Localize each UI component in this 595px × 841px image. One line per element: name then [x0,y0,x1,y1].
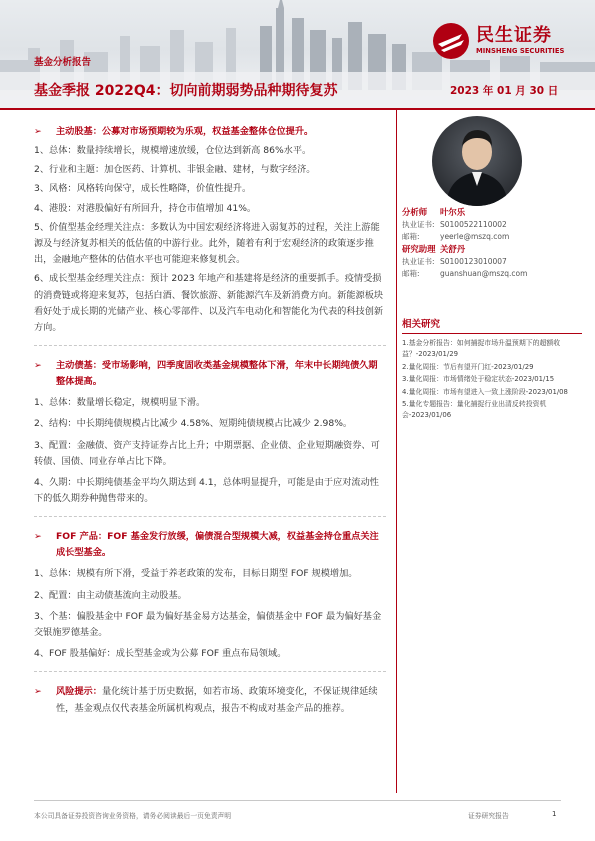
paragraph: 5、价值型基金经理关注点：多数认为中国宏观经济将进入弱复苏的过程，关注上游能源及与经济复苏相关的低估值的中游行业。此外，随着有利于宏观经济的政策逐步推出，金融地产整体的估值水平也可能迎来修复机会。 [34,221,380,266]
report-type: 基金分析报告 [34,57,92,68]
paragraph: 4、FOF 股基偏好：成长型基金或为公募 FOF 重点布局领域。 [34,648,287,660]
paragraph: 6、成长型基金经理关注点：预计 2023 年地产和基建将是经济的重要抓手。疫情受损的消费链或将迎来复苏，包括白酒、餐饮旅游、新能源汽车及新消费方向。新能源板块看好处于成长期的光储产业、核心零部件、以及汽车电动化和智能化为代表的科技创新方向。 [34,273,384,334]
paragraph: 1、总体：数量增长稳定，规模明显下滑。 [34,397,206,409]
main-content [34,124,386,717]
assistant-row: 研究助理 关舒丹 [402,244,466,254]
section-active-bond [34,358,386,507]
analyst-portrait-icon [432,116,522,206]
analyst-photo [432,116,522,206]
analyst-email-row: 邮箱: yeerle@mszq.com [402,232,510,241]
related-item[interactable]: 4.量化周报：市场有望进入一致上涨阶段-2023/01/08 [402,387,568,396]
arrow-bullet-icon: ➢ [34,531,42,543]
section-heading: ➢ 主动债基：受市场影响，四季度固收类基金规模整体下滑，年末中长期纯债久期整体提高。 [34,360,378,388]
paragraph: 4、久期：中长期纯债基金平均久期达到 4.1，总体明显提升，可能是由于应对流动性下的低久期券种抛售带来的。 [34,477,379,505]
header-divider [0,108,595,110]
assistant-email: guanshuan@mszq.com [440,269,528,278]
header-banner [0,0,595,110]
related-item[interactable]: 3.量化周报：市场情绪处于稳定状态-2023/01/15 [402,375,555,384]
assistant-name: 关舒丹 [440,244,466,254]
paragraph: 2、配置：由主动债基流向主动股基。 [34,589,187,601]
section-divider [34,671,386,672]
assistant-cert-row: 执业证书: S0100123010007 [402,257,507,266]
related-item[interactable]: 1.基金分析报告：如何捕捉市场升温预期下的超额收益？-2023/01/29 [402,339,561,359]
related-research-title: 相关研究 [402,319,441,330]
risk-warning [34,684,386,716]
footer-doc-type: 证券研究报告 [468,812,509,820]
section-divider [34,516,386,517]
analyst-email: yeerle@mszq.com [440,232,510,241]
logo-english-name: MINSHENG SECURITIES [476,47,565,55]
risk-label: 风险提示： [56,686,102,698]
related-research-divider [402,333,582,334]
report-title: 基金季报 2022Q4：切向前期弱势品种期待复苏 [34,83,338,99]
column-divider [396,110,397,793]
related-research-list [402,338,584,422]
section-active-equity [34,124,386,336]
section-fof [34,529,386,662]
footer-divider [34,800,561,801]
analyst-info [402,206,562,280]
assistant-email-row: 邮箱: guanshuan@mszq.com [402,269,528,278]
paragraph: 3、配置：金融债、资产支持证券占比上升；中期票据、企业债、企业短期融资券、可转债、国债、同业存单占比下降。 [34,439,380,467]
page-number: 1 [552,810,557,818]
analyst-name: 叶尔乐 [440,207,466,217]
minsheng-logo [432,20,582,64]
section-heading: ➢ 主动股基：公募对市场预期较为乐观，权益基金整体仓位提升。 [34,124,386,140]
paragraph: 4、港股：对港股偏好有所回升，持仓市值增加 41%。 [34,202,257,214]
paragraph: 1、总体：规模有所下滑，受益于养老政策的发布，目标日期型 FOF 规模增加。 [34,568,358,580]
paragraph: 2、行业和主题：加仓医药、计算机、非银金融、建材，与数字经济。 [34,164,316,176]
paragraph: 2、结构：中长期纯债规模占比减少 4.58%、短期纯债规模占比减少 2.98%。 [34,418,353,430]
analyst-cert-row: 执业证书: S0100522110002 [402,220,507,229]
paragraph: 1、总体：数量持续增长，规模增速放缓，仓位达到新高 86%水平。 [34,145,312,156]
section-divider [34,345,386,346]
related-item[interactable]: 2.量化周报：节后有望开门红-2023/01/29 [402,362,534,371]
arrow-bullet-icon: ➢ [34,360,42,372]
section-heading: ➢ FOF 产品：FOF 基金发行放缓，偏债混合型规模大减，权益基金持仓重点关注成长型基金。 [34,531,379,559]
related-item[interactable]: 5.量化专题报告：量化捕捉行业出清反转投资机会-2023/01/06 [402,400,547,420]
paragraph: 3、个基：偏股基金中 FOF 最为偏好基金易方达基金，偏债基金中 FOF 最为偏好基金交银施罗德基金。 [34,610,382,639]
logo-chinese-name: 民生证券 [476,25,552,46]
report-date: 2023 年 01 月 30 日 [450,85,559,97]
risk-text: 量化统计基于历史数据，如若市场、政策环境变化，不保证规律延续性，基金观点仅代表基金所属机构观点，报告不构成对基金产品的推荐。 [56,686,378,714]
footer-disclaimer: 本公司具备证券投资咨询业务资格，请务必阅读最后一页免责声明 [34,812,232,820]
minsheng-logo-mark-icon [432,22,470,60]
arrow-bullet-icon: ➢ [34,126,42,137]
paragraph: 3、风格：风格转向保守，成长性略降，价值性提升。 [34,183,252,195]
analyst-row: 分析师 叶尔乐 [402,207,466,217]
arrow-bullet-icon: ➢ [34,686,42,698]
